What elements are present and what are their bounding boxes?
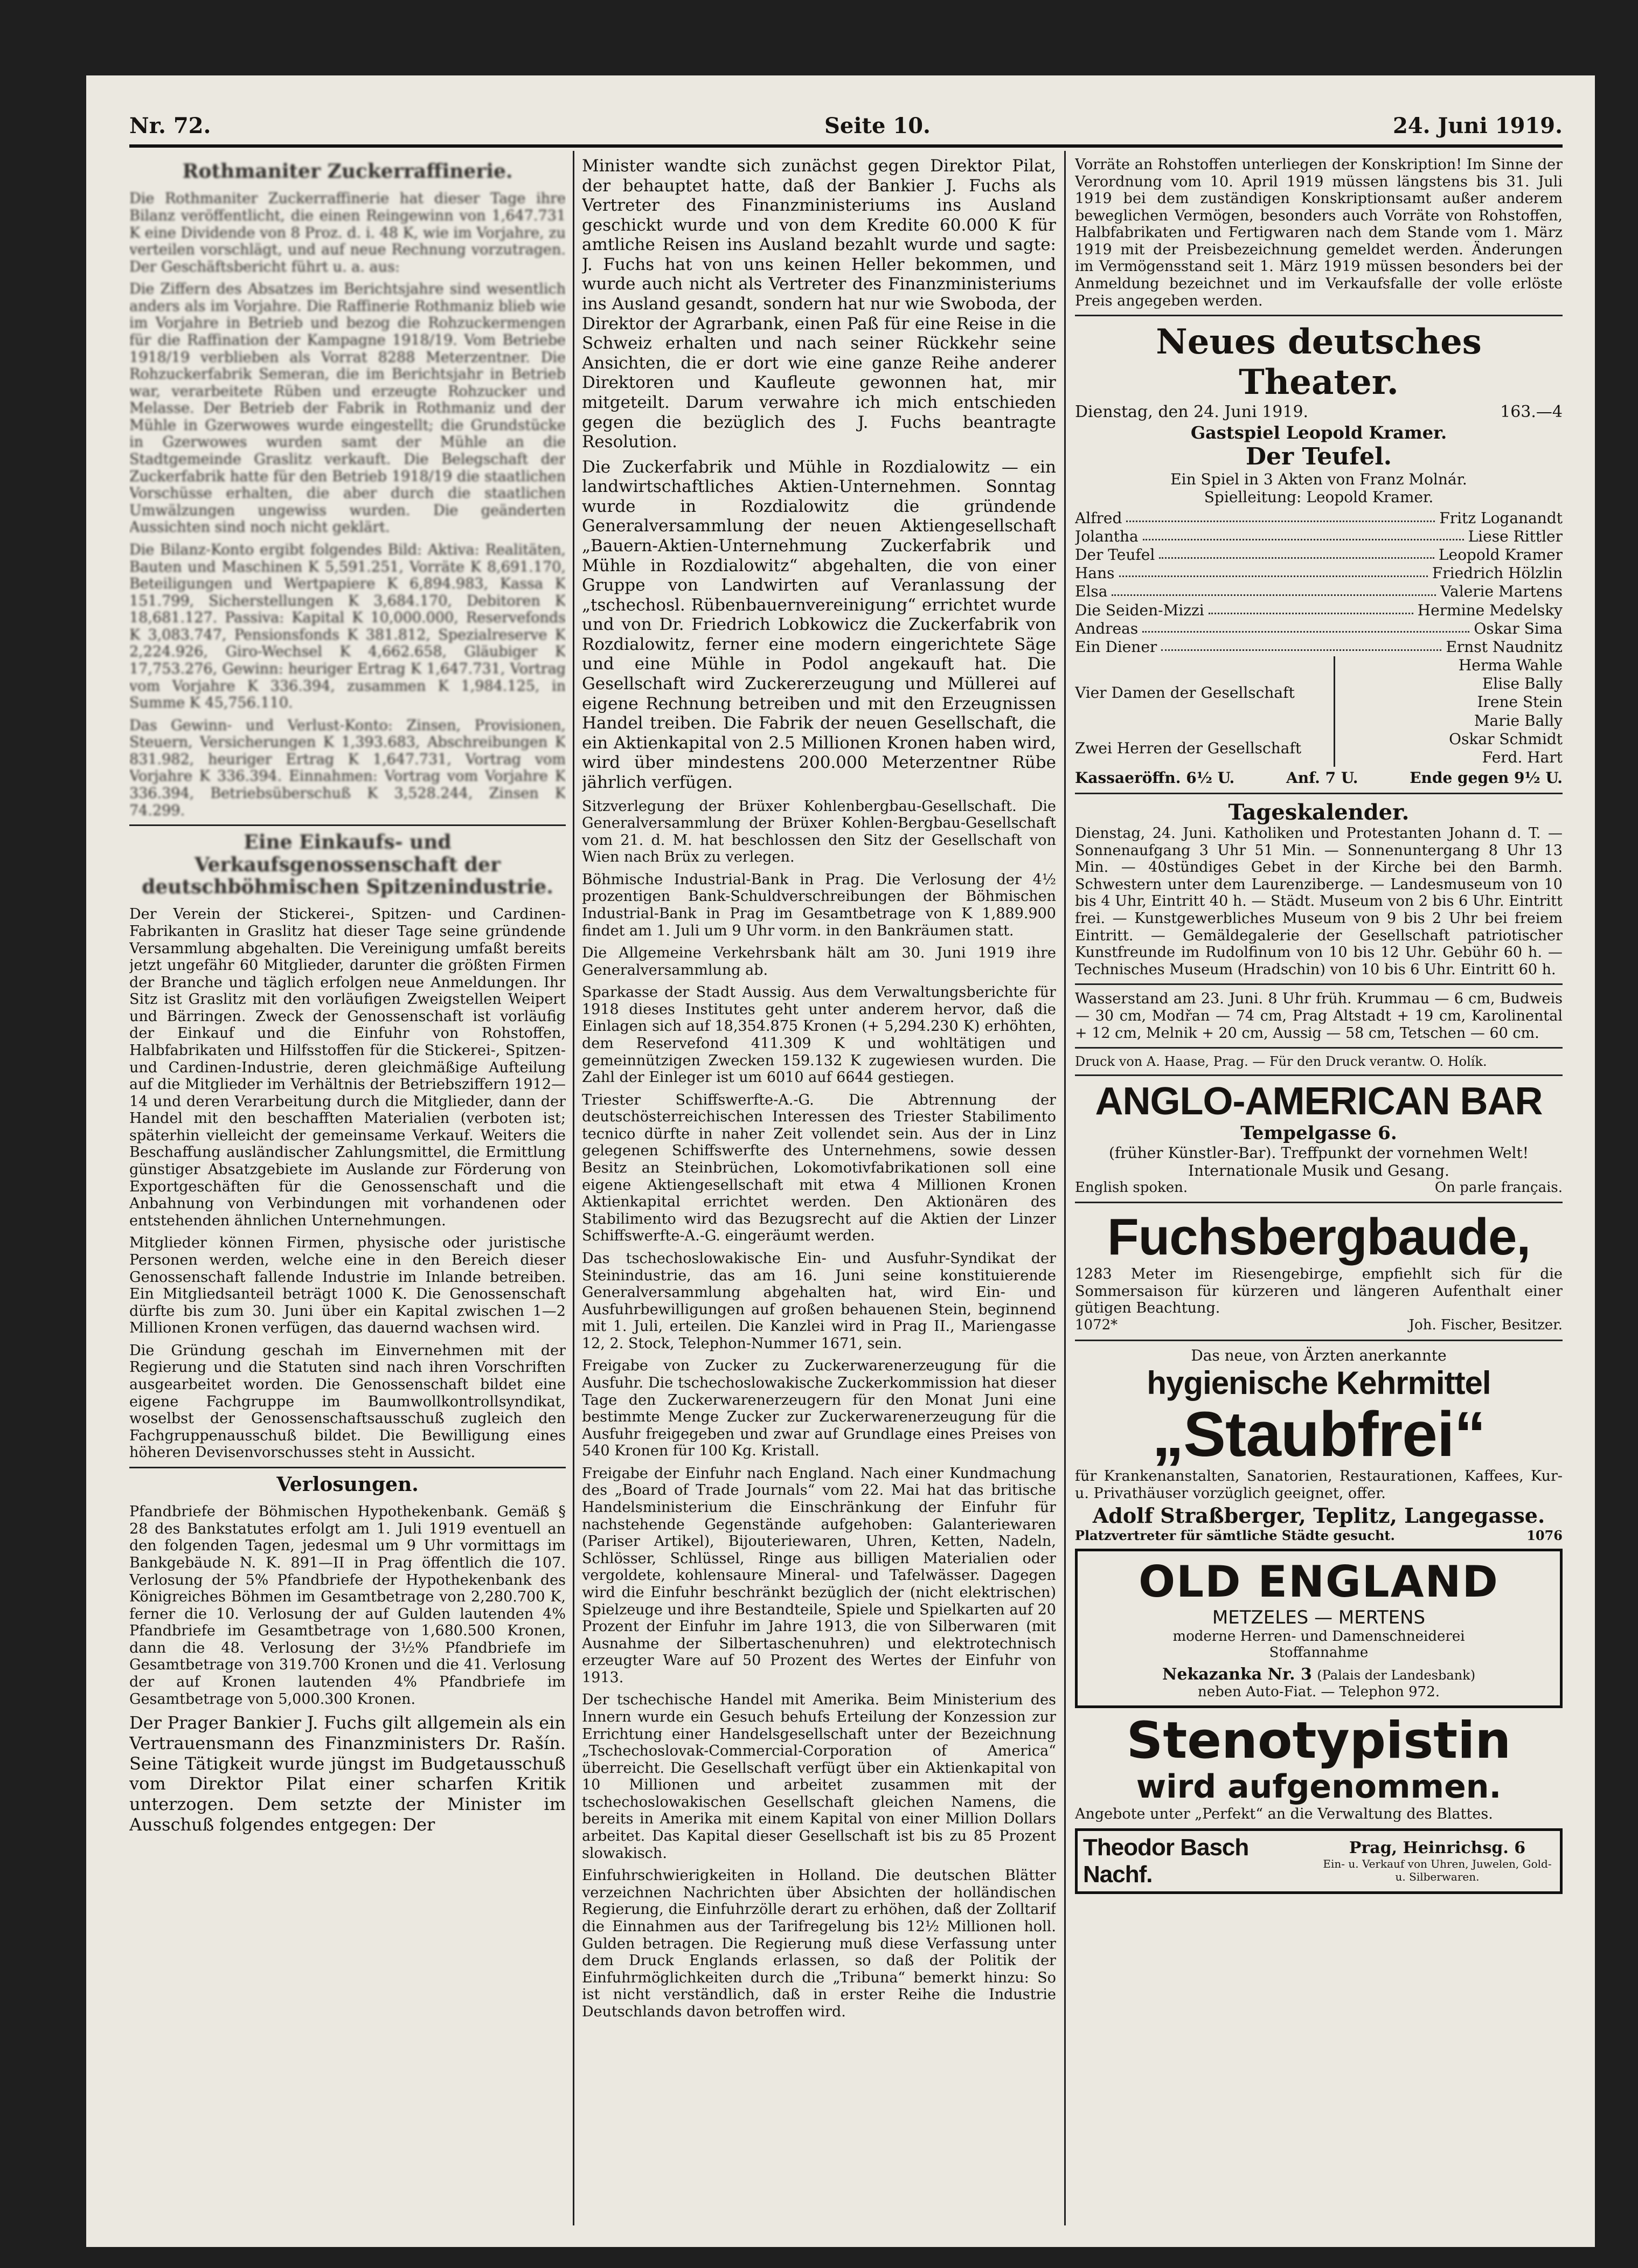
cast-group-label: Zwei Herren der Gesellschaft bbox=[1075, 739, 1302, 757]
column-right bbox=[1075, 156, 1563, 2225]
ad-staubfrei bbox=[1075, 1347, 1563, 1543]
baude-title: Fuchsbergbaude, bbox=[1107, 1208, 1531, 1266]
bar-description: (früher Künstler-Bar). Treffpunkt der vornehmen Welt! Internationale Musik und Gesang. bbox=[1108, 1143, 1529, 1180]
calendar-title: Tageskalender. bbox=[1228, 800, 1410, 826]
theater-listing bbox=[1075, 322, 1563, 787]
steno-title: Stenotypistin bbox=[1126, 1711, 1511, 1770]
theater-number: 163.—4 bbox=[1500, 403, 1563, 422]
divider bbox=[1075, 315, 1563, 316]
cast-actor: Ernst Naudnitz bbox=[1446, 637, 1563, 656]
theater-play: Der Teufel. bbox=[1245, 442, 1392, 470]
theater-title: Neues deutsches Theater. bbox=[1156, 322, 1482, 403]
news-item: Böhmische Industrial-Bank in Prag. Die Verlosung der 4½ prozentigen Bank-Schuldverschreibungen der Böhmischen Industrial-Bank in Prag im Gesamtbetrage von K 1,889.900 findet am 1. Juli um 9 Uhr vorm. in den Bankräumen statt. bbox=[582, 871, 1056, 939]
baude-number: 1072* bbox=[1075, 1316, 1118, 1333]
divider bbox=[129, 824, 566, 826]
cast-row bbox=[1075, 528, 1563, 546]
divider bbox=[1075, 793, 1563, 794]
cast-actor: Oskar Sima bbox=[1474, 619, 1563, 637]
article-heading-lotteries: Verlosungen. bbox=[276, 1473, 419, 1496]
cast-actor: Friedrich Hölzlin bbox=[1432, 564, 1563, 582]
cast-actor: Liese Rittler bbox=[1468, 527, 1563, 545]
bar-address: Tempelgasse 6. bbox=[1240, 1122, 1397, 1144]
ad-old-england bbox=[1075, 1549, 1563, 1708]
staub-title: „Staubfrei“ bbox=[1152, 1398, 1486, 1470]
divider bbox=[1075, 983, 1563, 985]
article-paragraph: Pfandbriefe der Böhmischen Hypothekenbank. Gemäß § 28 des Bankstatutes erfolgt am 1. Juli 1919 eventuell an den folgenden Tagen, jedesmal um 9 Uhr vormittags im Bankgebäude N. K. 891—II in Prag öffentlich die 107. Verlosung der 5% Pfandbriefe der Hypothekenbank des Königreiches Böhmen im Gesamtbetrage von 2,280.700 K, ferner die 10. Verlosung der auf Gulden lautenden 4% Pfandbriefe im Gesamtbetrage von 1,680.500 Kronen, dann die 48. Verlosung der 3½% Pfandbriefe im Gesamtbetrage von 319.700 Kronen und die 41. Verlosung der auf Kronen lautenden 4% Pfandbriefe im Gesamtbetrage von 5,000.300 Kronen. bbox=[129, 1503, 566, 1708]
issue-date: 24. Juni 1919. bbox=[1393, 113, 1563, 138]
box-office-time: Kassaeröffn. 6½ U. bbox=[1075, 768, 1235, 787]
steno-description: Angebote unter „Perfekt“ an die Verwaltung des Blattes. bbox=[1075, 1806, 1493, 1823]
basch-name: Theodor Basch Nachf. bbox=[1083, 1834, 1249, 1888]
article-paragraph: Mitglieder können Firmen, physische oder juristische Personen werden, welche eine in den Bereich dieser Genossenschaft fallende Industrie im Inlande betreiben. Ein Mitgliedsanteil beträgt 1000 K. Die Genossenschaft dürfte bis zum 30. Juni über ein Kapital zwischen 1—2 Millionen Kronen verfügen, das dauernd wachsen wird. bbox=[129, 1234, 566, 1337]
cast-actor: Fritz Loganandt bbox=[1439, 509, 1563, 527]
cast-role: Alfred bbox=[1075, 509, 1122, 527]
article-paragraph: Die Bilanz-Konto ergibt folgendes Bild: Aktiva: Realitäten, Bauten und Maschinen K 5,591.251, Vorräte K 8,691.170, Beteiligungen und Wertpapiere K 6,894.983, Kassa K 151.799, Sicherstellungen K 3,684.170, Debitoren K 18,681.127. Passiva: Kapital K 10,000.000, Reservefonds K 3,083.747, Pensionsfonds K 381.812, Spezialreserve K 2,224.926, Giro-Wechsel K 4,662.658, Gläubiger K 17,753.276, Gewinn: heuriger Ertrag K 1,647.731, Vortrag vom Vorjahre K 336.394, zusammen K 1,984.125, in Summe K 45,756.110. bbox=[129, 541, 566, 712]
column-rule-1 bbox=[573, 151, 574, 2225]
staub-intro: Das neue, von Ärzten anerkannte bbox=[1191, 1346, 1447, 1364]
column-left bbox=[129, 156, 566, 2225]
staub-number: 1076 bbox=[1526, 1527, 1563, 1543]
cast-group-ladies bbox=[1075, 656, 1563, 730]
basch-description: Ein- u. Verkauf von Uhren, Juwelen, Gold- u. Silberwaren. bbox=[1323, 1857, 1552, 1884]
basch-address: Prag, Heinrichsg. 6 bbox=[1349, 1839, 1526, 1858]
calendar-text: Dienstag, 24. Juni. Katholiken und Protestanten Johann d. T. — Sonnenaufgang 3 Uhr 51 Min. — Sonnenuntergang 8 Uhr 13 Min. — 40stündiges Gebet in der Kirche bei den Barmh. Schwestern unter dem Laurenziberge. — Landesmuseum von 10 bis 4 Uhr, Eintritt 40 h. — Städt. Museum von 2 bis 6 Uhr. Eintritt frei. — Kunstgewerbliches Museum von 9 bis 2 Uhr bei freiem Eintritt. — Gemäldegalerie der Gesellschaft patriotischer Kunstfreunde im Rudolfinum von 10 bis 12 Uhr. Gebühr 60 h. — Technisches Museum (Hradschin) von 10 bis 6 Uhr. Eintritt 60 h. bbox=[1075, 825, 1563, 978]
page-number: Seite 10. bbox=[824, 113, 931, 138]
cast-actor: Oskar Schmidt bbox=[1449, 730, 1563, 748]
cast-actor: Marie Bally bbox=[1474, 711, 1563, 730]
cast-actor: Elise Bally bbox=[1482, 675, 1563, 693]
article-heading-cooperative: Eine Einkaufs- und Verkaufsgenossenschaft der deutschböhmischen Spitzenindustrie. bbox=[142, 831, 553, 898]
news-item: Sparkasse der Stadt Aussig. Aus dem Verwaltungsberichte für 1918 dieses Institutes geht unter anderem hervor, daß die Einlagen sich auf 18,354.875 Kronen (+ 5,294.230 K) erhöhten, dem Reservefond 411.309 K und wohltätigen und gemeinnützigen Zwecken 159.132 K zugewiesen wurden. Die Zahl der Einleger ist um 6010 auf 6644 gestiegen. bbox=[582, 984, 1056, 1086]
cast-role: Hans bbox=[1075, 564, 1115, 582]
article-paragraph: Die Rothmaniter Zuckerraffinerie hat dieser Tage ihre Bilanz veröffentlicht, die einen Reingewinn von 1,647.731 K eine Dividende von 8 Proz. d. i. 48 K, wie im Vorjahre, zu verteilen vorschlägt, und auf neue Rechnung vorzutragen. Der Geschäftsbericht führt u. a. aus: bbox=[129, 190, 566, 275]
cast-actor: Herma Wahle bbox=[1458, 656, 1563, 675]
divider bbox=[1075, 1047, 1563, 1049]
bar-title: ANGLO-AMERICAN BAR bbox=[1095, 1080, 1543, 1123]
cast-group-gentlemen bbox=[1075, 730, 1563, 767]
england-address: Nekazanka Nr. 3 bbox=[1162, 1664, 1312, 1684]
printer-imprint: Druck von A. Haase, Prag. — Für den Druck verantw. O. Holík. bbox=[1075, 1054, 1487, 1070]
ad-stenotypistin bbox=[1075, 1711, 1563, 1823]
cast-actor: Hermine Medelsky bbox=[1417, 601, 1563, 619]
start-time: Anf. 7 U. bbox=[1286, 768, 1358, 787]
england-title: OLD ENGLAND bbox=[1139, 1556, 1499, 1607]
news-item: Triester Schiffswerfte-A.-G. Die Abtrennung der deutschösterreichischen Interessen des Triester Stabilimento tecnico dürfte in naher Zeit vollendet sein. Aus der in Linz gelegenen Schiffswerfte des Unternehmens, sowie dessen Besitz an Steinbrüchen, Lokomotivfabrikationen soll eine eigene Aktiengesellschaft mit etwa 4 Millionen Kronen Aktienkapital errichtet werden. Den Aktionären des Stabilimento wird das Bezugsrecht auf die Aktien der Linzer Schiffswerfte-A.-G. eingeräumt werden. bbox=[582, 1091, 1056, 1245]
cast-role: Elsa bbox=[1075, 582, 1108, 601]
news-item: Einfuhrschwierigkeiten in Holland. Die deutschen Blätter verzeichnen Nachrichten über Absichten der holländischen Regierung, die Einfuhrzölle derart zu erhöhen, daß der Zolltarif die Einnahmen aus der Tarifregelung bis 12½ Millionen holl. Gulden betragen. Die Regierung muß diese Verfassung unter dem Druck Englands erlassen, so daß der Politik der Einfuhrmöglichkeiten durch die „Tribuna“ bemerkt hinzu: So ist nicht verständlich, daß in erster Reihe die Industrie Deutschlands davon betroffen wird. bbox=[582, 1867, 1056, 2020]
water-levels: Wasserstand am 23. Juni. 8 Uhr früh. Krummau — 6 cm, Budweis — 30 cm, Modřan — 74 cm, Prag Altstadt + 19 cm, Karolinental + 12 cm, Melnik + 20 cm, Aussig — 58 cm, Tetschen — 60 cm. bbox=[1075, 990, 1563, 1042]
bar-french: On parle français. bbox=[1434, 1179, 1563, 1196]
england-sub: METZELES — MERTENS bbox=[1212, 1606, 1426, 1628]
article-paragraph: Der Verein der Stickerei-, Spitzen- und Cardinen-Fabrikanten in Graslitz hat dieser Tage seine gründende Versammlung abgehalten. Die Vereinigung umfaßt bereits jetzt ungefähr 60 Mitglieder, darunter die größten Firmen der Branche und täglich erfolgen neue Anmeldungen. Ihr Sitz ist Graslitz mit den vorläufigen Zweigstellen Weipert und Bärringen. Zweck der Genossenschaft ist vorläufig der Einkauf und die Einfuhr von Rohstoffen, Halbfabrikaten und Hilfsstoffen für die Stickerei-, Spitzen- und Cardinen-Industrie, deren gleichmäßige Aufteilung auf die Mitglieder im Verhältnis der Betriebsziffern 1912—14 und deren Verarbeitung durch die Mitglieder, dann der Handel mit den beschafften Materialien (verboten ist; späterhin vielleicht der gemeinsame Verkauf. Weiters die Beschaffung ausländischer Zahlungsmittel, die Ermittlung günstiger Absatzgebiete im Auslande zur Förderung von Exportgeschäften für die Genossenschaft und die Anbahnung von Verbindungen mit vorhandenen oder entstehenden ähnlichen Unternehmungen. bbox=[129, 906, 566, 1229]
cast-actor: Ferd. Hart bbox=[1482, 748, 1563, 766]
theater-guest: Gastspiel Leopold Kramer. bbox=[1190, 422, 1447, 443]
article-paragraph: Minister wandte sich zunächst gegen Direktor Pilat, der behauptet hatte, daß der Bankier J. Fuchs als Vertreter des Finanzministeriums ins Ausland geschickt wurde und von dem Kredite 60.000 K für amtliche Reisen ins Ausland bezahlt wurde und sagte: J. Fuchs hat von uns keinen Heller bekommen, und wurde auch nicht als Vertreter des Finanzministeriums ins Ausland gesandt, sondern hat nur wie Swoboda, der Direktor der Agrarbank, einen Paß für eine Reise in die Schweiz erhalten und nach seiner Rückkehr seine Ansichten, die er dort wie eine ganze Reihe anderer Direktoren und Kaufleute gewonnen hat, mir mitgeteilt. Darum verwahre ich mich entschieden gegen die bezüglich des J. Fuchs beantragte Resolution. bbox=[582, 156, 1056, 452]
cast-actor: Irene Stein bbox=[1477, 693, 1563, 711]
notice-raw-materials: Vorräte an Rohstoffen unterliegen der Konskription! Im Sinne der Verordnung vom 10. April 1919 müssen längstens bis 31. Juli 1919 bei dem zuständigen Konskriptionsamt außer anderem beweglichen Vermögen, besonders auch Vorräte von Rohstoffen, Halbfabrikaten und Fertigwaren nach dem Stande vom 1. März 1919 mit der Preisbezeichnung gemeldet werden. Änderungen im Vermögensstand seit 1. März 1919 müssen besonders bei der Anmeldung bezeichnet und im Verkaufsfalle der volle erlöste Preis angegeben werden. bbox=[1075, 156, 1563, 309]
cast-row bbox=[1075, 601, 1563, 620]
header-rule bbox=[129, 144, 1563, 148]
cast-row bbox=[1075, 582, 1563, 601]
bar-english: English spoken. bbox=[1075, 1179, 1188, 1196]
article-heading-refinery: Rothmaniter Zuckerraffinerie. bbox=[182, 160, 513, 183]
divider bbox=[129, 1467, 566, 1468]
article-paragraph: Die Zuckerfabrik und Mühle in Rozdialowitz — ein landwirtschaftliches Aktien-Unternehmen. Sonntag wurde in Rozdialowitz die gründende Generalversammlung der neuen Aktiengesellschaft „Bauern-Aktien-Unternehmung Zuckerfabrik und Mühle in Rozdialowitz“ abgehalten, die von einer Gruppe von Landwirten auf Veranlassung der „tschechosl. Rübenbauernvereinigung“ errichtet wurde und von Dr. Friedrich Lobkowicz die Zuckerfabrik von Rozdialowitz, ferner eine modern eingerichtete Säge und eine Mühle in Podol angekauft hat. Die Gesellschaft wird Zuckererzeugung und Müllerei auf eigene Rechnung betreiben und mit den Erzeugnissen Handel treiben. Die Fabrik der neuen Gesellschaft, die ein Aktienkapital von 2.5 Millionen Kronen haben wird, wird über mindestens 200.000 Meterzentner Rübe jährlich verfügen. bbox=[582, 457, 1056, 792]
article-paragraph: Der Prager Bankier J. Fuchs gilt allgemein als ein Vertrauensmann des Finanzministers Dr. Rašín. Seine Tätigkeit wurde jüngst im Budgetausschuß vom Direktor Pilat einer scharfen Kritik unterzogen. Dem setzte der Minister im Ausschuß folgendes entgegen: Der bbox=[129, 1712, 566, 1835]
issue-number: Nr. 72. bbox=[129, 113, 211, 138]
news-item: Die Allgemeine Verkehrsbank hält am 30. Juni 1919 ihre Generalversammlung ab. bbox=[582, 945, 1056, 979]
cast-group-label: Vier Damen der Gesellschaft bbox=[1075, 684, 1295, 702]
staub-description: für Krankenanstalten, Sanatorien, Restaurationen, Kaffees, Kur- u. Privathäuser vorzüglich geeignet, offer. bbox=[1075, 1468, 1563, 1502]
cast-role: Jolantha bbox=[1075, 527, 1139, 545]
steno-subtitle: wird aufgenommen. bbox=[1136, 1768, 1502, 1806]
ad-anglo-american-bar bbox=[1075, 1081, 1563, 1196]
staub-line: hygienische Kehrmittel bbox=[1147, 1364, 1491, 1401]
divider bbox=[1075, 1074, 1563, 1076]
divider bbox=[1075, 1340, 1563, 1341]
ad-basch bbox=[1075, 1828, 1563, 1894]
cast-actor: Valerie Martens bbox=[1440, 582, 1563, 601]
baude-description: 1283 Meter im Riesengebirge, empfiehlt sich für die Sommersaison für kürzeren und längeren Aufenthalt einer gütigen Beachtung. bbox=[1075, 1266, 1563, 1317]
cast-role: Ein Diener bbox=[1075, 637, 1157, 656]
england-telephone: neben Auto-Fiat. — Telephon 972. bbox=[1197, 1683, 1440, 1700]
staub-rep: Platzvertreter für sämtliche Städte gesucht. bbox=[1075, 1527, 1395, 1543]
cast-role: Der Teufel bbox=[1075, 546, 1155, 564]
england-address-note: (Palais der Landesbank) bbox=[1317, 1667, 1476, 1683]
cast-row bbox=[1075, 509, 1563, 528]
ad-fuchsbergbaude bbox=[1075, 1209, 1563, 1334]
news-item: Freigabe von Zucker zu Zuckerwarenerzeugung für die Ausfuhr. Die tschechoslowakische Zuckerkommission hat dieser Tage den Zuckerwarenerzeugern für den Monat Juni eine bestimmte Menge Zucker zur Zuckerwarenerzeugung für die Ausfuhr freigegeben und zwar auf Grundlage eines Preises von 540 Kronen für 100 Kg. Kristall. bbox=[582, 1357, 1056, 1460]
news-item: Der tschechische Handel mit Amerika. Beim Ministerium des Innern wurde ein Gesuch behufs Erteilung der Konzession zur Errichtung einer Handelsgesellschaft unter der Bezeichnung „Tschechoslovak-Commercial-Corporation of America“ überreicht. Die Gesellschaft verfügt über ein Aktienkapital von 10 Millionen und arbeitet zusammen mit der tschechoslowakischen Gesellschaft gleichen Namens, die bereits in Amerika mit einem Kapital von einer Million Dollars arbeitet. Das Kapital dieser Gesellschaft ist bis zu 85 Prozent slowakisch. bbox=[582, 1691, 1056, 1862]
england-desc: moderne Herren- und Damenschneiderei bbox=[1172, 1628, 1465, 1645]
end-time: Ende gegen 9½ U. bbox=[1410, 768, 1563, 787]
column-rule-2 bbox=[1064, 151, 1066, 2225]
newspaper-page bbox=[86, 75, 1595, 2247]
article-paragraph: Das Gewinn- und Verlust-Konto: Zinsen, Provisionen, Steuern, Versicherungen K 1,393.683, Abschreibungen K 831.982, heuriger Ertrag K 1,647.731, Vortrag vom Vorjahre K 336.394. Einnahmen: Vortrag vom Vorjahre K 336.394, Betriebsüberschuß K 3,528.244, Zinsen K 74.299. bbox=[129, 717, 566, 819]
cast-role: Die Seiden-Mizzi bbox=[1075, 601, 1204, 619]
news-item: Freigabe der Einfuhr nach England. Nach einer Kundmachung des „Board of Trade Journals“ vom 22. Mai hat das britische Handelsministerium die Einschränkung der Einfuhr für nachstehende Gegenstände aufgehoben: Galanteriewaren (Pariser Artikel), Bijouteriewaren, Uhren, Ketten, Nadeln, Schlösser, Schlüssel, Ringe aus billigen Materialien oder vergoldete, kohlensaure Mineral- und Tafelwässer. Dagegen wird die Einfuhr beschränkt bezüglich der (nicht elektrischen) Spielzeuge und ihre Bestandteile, Spiele und Spielkarten auf 20 Prozent der Einfuhr im Jahre 1913, die von Silberwaren (mit Ausnahme der Silbertaschenuhren) und elektrotechnisch erzeugter Ware auf 50 Prozent des Wertes der Einfuhr von 1913. bbox=[582, 1465, 1056, 1686]
baude-owner: Joh. Fischer, Besitzer. bbox=[1408, 1316, 1563, 1333]
news-item: Sitzverlegung der Brüxer Kohlenbergbau-Gesellschaft. Die Generalversammlung der Brüxer Kohlen-Bergbau-Gesellschaft vom 21. d. M. hat beschlossen den Sitz der Gesellschaft von Wien nach Brüx zu verlegen. bbox=[582, 797, 1056, 866]
cast-row bbox=[1075, 638, 1563, 656]
cast-row bbox=[1075, 546, 1563, 564]
column-middle bbox=[582, 156, 1056, 2225]
article-paragraph: Die Ziffern des Absatzes im Berichtsjahre sind wesentlich anders als im Vorjahre. Die Raffinerie Rothmaniz blieb wie im Vorjahre in Betrieb und bezog die Rohzuckermengen für die Raffination der Kampagne 1918/19. Vom Betriebe 1918/19 verblieben als Vorrat 8288 Meterzentner. Die Rohzuckerfabrik Semeran, die im Berichtsjahr in Betrieb war, verarbeitete Rüben und erzeugte Rohzucker und Melasse. Der Betrieb der Fabrik in Rothmaniz und der Mühle in Gzerwowes wurde eingestellt; die Grundstücke in Gzerwowes wurden samt der Mühle an die Stadtgemeinde Graslitz verkauft. Die Belegschaft der Zuckerfabrik hatte für den Betrieb 1918/19 die staatlichen Vorschüsse erhalten, die aber durch die staatlichen Umwälzungen ungewiss wurden. Die geänderten Aussichten sind noch nicht geklärt. bbox=[129, 281, 566, 536]
england-desc2: Stoffannahme bbox=[1269, 1644, 1369, 1661]
theater-date: Dienstag, den 24. Juni 1919. bbox=[1075, 403, 1309, 422]
theater-description: Ein Spiel in 3 Akten von Franz Molnár. bbox=[1170, 470, 1467, 488]
news-item: Das tschechoslowakische Ein- und Ausfuhr-Syndikat der Steinindustrie, das am 16. Juni seine konstituierende Generalversammlung abgehalten hat, wird Ein- und Ausfuhrbewilligungen auf großen behauenen Stein, beginnend mit 1. Juli, erteilen. Die Kanzlei wird in Prag II., Mariengasse 12, 2. Stock, Telephon-Nummer 1671, sein. bbox=[582, 1250, 1056, 1352]
divider bbox=[1075, 1202, 1563, 1203]
cast-actor: Leopold Kramer bbox=[1438, 546, 1563, 564]
theater-director: Spielleitung: Leopold Kramer. bbox=[1204, 488, 1434, 506]
cast-role: Andreas bbox=[1075, 619, 1139, 637]
cast-row bbox=[1075, 620, 1563, 638]
staub-firm: Adolf Straßberger, Teplitz, Langegasse. bbox=[1092, 1503, 1545, 1528]
theater-times bbox=[1075, 769, 1563, 787]
cast-row bbox=[1075, 564, 1563, 582]
article-paragraph: Die Gründung geschah im Einvernehmen mit der Regierung und die Statuten sind nach ihren Vorschriften ausgearbeitet worden. Die Genossenschaft bildet eine eigene Fachgruppe im Baumwollkontrollsyndikat, woselbst der Genossenschaftsausschuß zugleich den Fachgruppenausschuß bildet. Die Bewilligung eines höheren Devisenvorschusses steht in Aussicht. bbox=[129, 1342, 566, 1461]
